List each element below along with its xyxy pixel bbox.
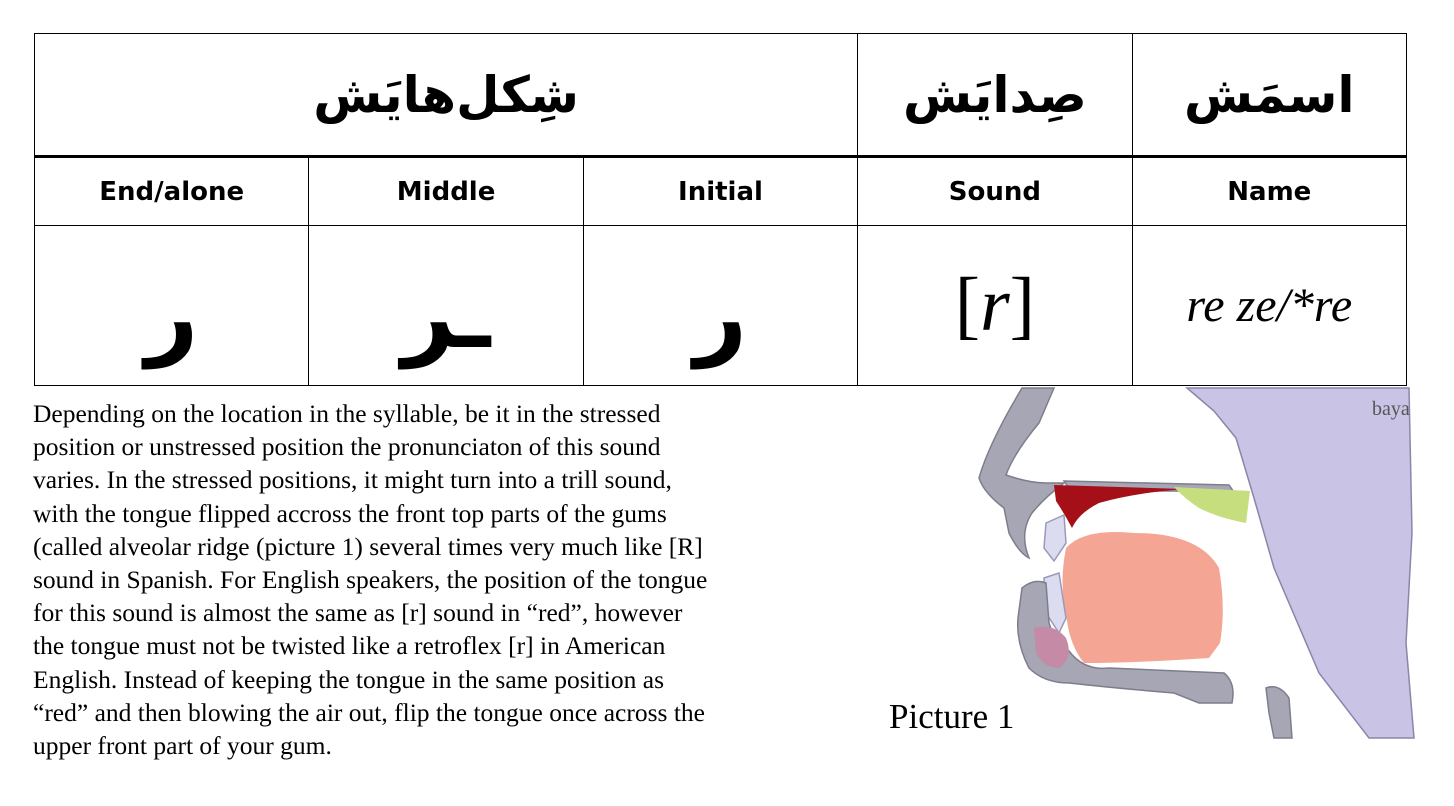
- header-end-alone-text: End/alone: [99, 176, 245, 207]
- description-line: (called alveolar ridge (picture 1) several times very much like [R]: [33, 531, 703, 561]
- header-initial-text: Initial: [678, 176, 763, 207]
- header-sound-persian-text: صِدایَش: [902, 65, 1087, 124]
- persian-header-row: [35, 34, 1407, 157]
- header-shapes-persian: [35, 34, 858, 157]
- english-header-row: [35, 157, 1407, 226]
- description-line: position or unstressed position the pronunciaton of this sound: [33, 432, 661, 462]
- glyph-end-alone: ر: [145, 261, 199, 369]
- description-line: for this sound is almost the same as [r] sound in “red”, however: [33, 598, 683, 628]
- header-name: [1132, 157, 1406, 226]
- header-initial: [583, 157, 857, 226]
- sound-bracket-close: ]: [1009, 263, 1035, 347]
- header-sound-text: Sound: [948, 176, 1041, 207]
- header-name-persian-text: اسمَش: [1184, 65, 1355, 124]
- cell-initial: [583, 226, 857, 386]
- name-value: re ze/*re: [1186, 279, 1353, 332]
- palate-band: [1174, 487, 1250, 523]
- description-line: varies. In the stressed positions, it might turn into a trill sound,: [33, 465, 672, 495]
- glyph-initial: ر: [693, 261, 747, 369]
- cell-end-alone: [35, 226, 309, 386]
- letter-table: [34, 33, 1407, 386]
- description-line: upper front part of your gum.: [33, 731, 332, 761]
- sound-value: [955, 263, 1035, 347]
- upper-teeth: [1044, 515, 1066, 561]
- mouth-diagram: [974, 383, 1419, 743]
- cell-sound: [858, 226, 1132, 386]
- epiglottis: [1266, 687, 1292, 738]
- header-sound-persian: [858, 34, 1132, 157]
- header-name-persian: [1132, 34, 1406, 157]
- description-line: sound in Spanish. For English speakers, the position of the tongue: [33, 565, 708, 595]
- header-shapes-persian-text: شِکل‌هایَش: [313, 65, 579, 124]
- tongue-shape: [1063, 532, 1223, 663]
- description-line: with the tongue flipped accross the front top parts of the gums: [33, 498, 667, 528]
- header-name-text: Name: [1227, 176, 1312, 207]
- cell-middle: [309, 226, 583, 386]
- description-line: English. Instead of keeping the tongue in the same position as: [33, 664, 665, 694]
- header-middle-text: Middle: [396, 176, 496, 207]
- description-line: the tongue must not be twisted like a retroflex [r] in American: [33, 631, 666, 661]
- description-line: Depending on the location in the syllable, be it in the stressed: [33, 399, 661, 428]
- values-row: [35, 226, 1407, 386]
- description-line: “red” and then blowing the air out, flip the tongue once across the: [33, 697, 705, 727]
- figure-watermark: baya: [1372, 398, 1410, 420]
- description-paragraph: [33, 397, 803, 762]
- cell-name: [1132, 226, 1406, 386]
- header-sound: [858, 157, 1132, 226]
- glyph-middle: ـر: [401, 261, 491, 369]
- figure-caption: Picture 1: [889, 697, 1015, 736]
- header-end-alone: [35, 157, 309, 226]
- sound-bracket-open: [: [954, 263, 981, 347]
- sound-letter: r: [980, 263, 1010, 347]
- header-middle: [309, 157, 583, 226]
